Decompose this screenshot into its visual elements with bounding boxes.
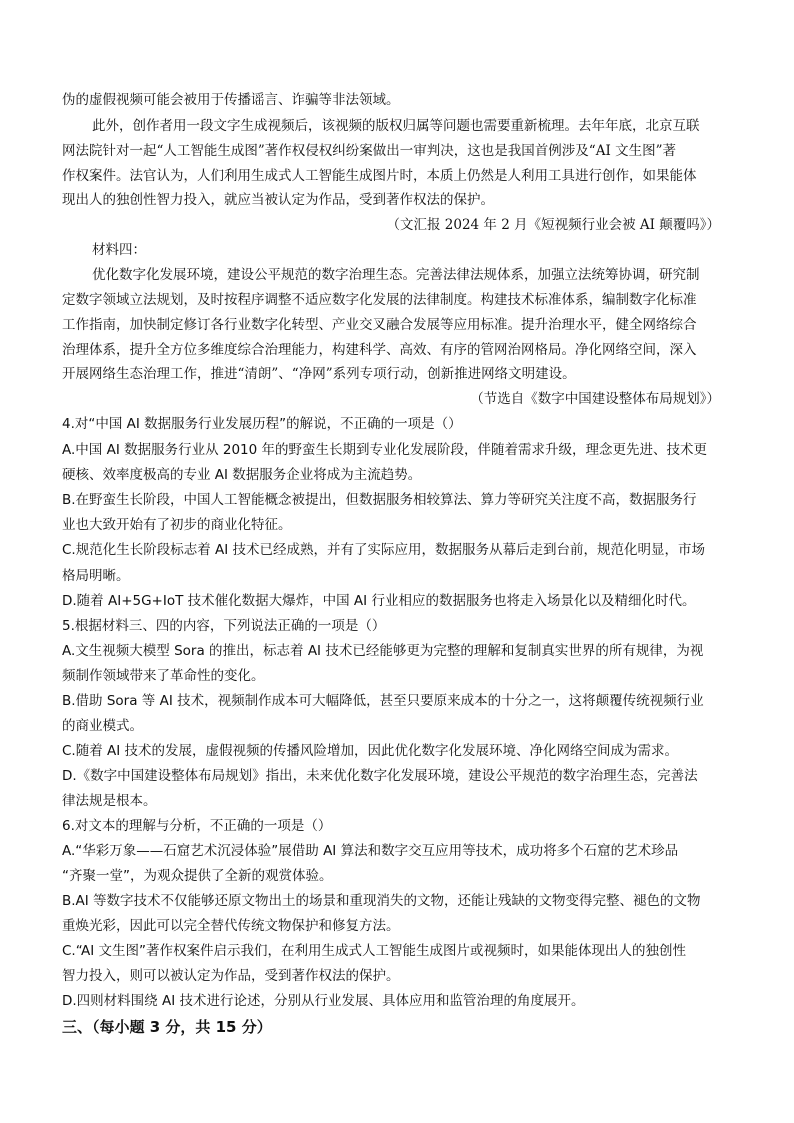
option-a-cont: 频制作领域带来了革命性的变化。 [62, 668, 265, 684]
option-a: A.中国 AI 数据服务行业从 2010 年的野蛮生长期到专业化发展阶段，伴随着需求升级，理念更先进、技术更 [62, 442, 708, 458]
material-text-line: 现出人的独创性智力投入，就应当被认定为作品，受到著作权法的保护。 [62, 192, 494, 208]
option-a: A.“华彩万象——石窟艺术沉浸体验”展借助 AI 算法和数字交互应用等技术，成功将多个石窟的艺术珍品 [62, 843, 679, 859]
option-b-cont: 的商业模式。 [62, 718, 143, 734]
option-d: D.随着 AI+5G+IoT 技术催化数据大爆炸，中国 AI 行业相应的数据服务也将走入场景化以及精细化时代。 [62, 593, 696, 609]
material-text-line: 优化数字化发展环境，建设公平规范的数字治理生态。完善法律法规体系，加强立法统筹协调，研究制 [92, 267, 700, 283]
option-d: D.四则材料围绕 AI 技术进行论述，分别从行业发展、具体应用和监管治理的角度展开。 [62, 993, 585, 1009]
material-four-label: 材料四： [92, 242, 146, 258]
option-b-cont: 重焕光彩，因此可以完全替代传统文物保护和修复方法。 [62, 918, 400, 934]
option-b-cont: 业也大致开始有了初步的商业化特征。 [62, 517, 292, 533]
option-d-cont: 律法规是根本。 [62, 793, 157, 809]
material-text-line: 此外，创作者用一段文字生成视频后，该视频的版权归属等问题也需要重新梳理。去年年底，北京互联 [92, 118, 700, 134]
material-text-line: 开展网络生态治理工作，推进“清朗”、“净网”系列专项行动，创新推进网络文明建设。 [62, 366, 576, 382]
source-citation: （节选自《数字中国建设整体布局规划》） [470, 391, 720, 407]
option-a-cont: “齐聚一堂”，为观众提供了全新的观赏体验。 [62, 868, 333, 884]
option-b: B.借助 Sora 等 AI 技术，视频制作成本可大幅降低，甚至只要原来成本的十分之一，这将颠覆传统视频行业 [62, 693, 704, 709]
material-text-line: 工作指南，加快制定修订各行业数字化转型、产业交叉融合发展等应用标准。提升治理水平，健全网络综合 [62, 317, 697, 333]
material-text-line: 治理体系，提升全方位多维度综合治理能力，构建科学、高效、有序的管网治网格局。净化网络空间，深入 [62, 342, 697, 358]
material-text-line: 定数字领域立法规划，及时按程序调整不适应数字化发展的法律制度。构建技术标准体系，编制数字化标准 [62, 292, 697, 308]
option-b: B.AI 等数字技术不仅能够还原文物出土的场景和重现消失的文物，还能让残缺的文物变得完整、褪色的文物 [62, 893, 701, 909]
option-c-cont: 格局明晰。 [62, 568, 130, 584]
option-c: C.“AI 文生图”著作权案件启示我们，在利用生成式人工智能生成图片或视频时，如果能体现出人的独创性 [62, 943, 686, 959]
material-text-line: 网法院针对一起“人工智能生成图”著作权侵权纠纷案做出一审判决，这也是我国首例涉及“AI 文生图”著 [62, 143, 676, 159]
option-c: C.规范化生长阶段标志着 AI 技术已经成熟，并有了实际应用，数据服务从幕后走到台前，规范化明显，市场 [62, 542, 706, 558]
question-stem: 5.根据材料三、四的内容，下列说法正确的一项是（） [62, 618, 386, 634]
question-stem: 6.对文本的理解与分析，不正确的一项是（） [62, 818, 332, 834]
option-a: A.文生视频大模型 Sora 的推出，标志着 AI 技术已经能够更为完整的理解和复制真实世界的所有规律，为视 [62, 643, 704, 659]
material-text-line: 伪的虚假视频可能会被用于传播谣言、诈骗等非法领域。 [62, 92, 400, 108]
option-a-cont: 硬核、效率度极高的专业 AI 数据服务企业将成为主流趋势。 [62, 467, 422, 483]
option-c: C.随着 AI 技术的发展，虚假视频的传播风险增加，因此优化数字化发展环境、净化网络空间成为需求。 [62, 743, 679, 759]
question-stem: 4.对“中国 AI 数据服务行业发展历程”的解说，不正确的一项是（） [62, 416, 462, 432]
option-c-cont: 智力投入，则可以被认定为作品，受到著作权法的保护。 [62, 968, 400, 984]
option-b: B.在野蛮生长阶段，中国人工智能概念被提出，但数据服务相较算法、算力等研究关注度不高，数据服务行 [62, 492, 697, 508]
material-text-line: 作权案件。法官认为，人们利用生成式人工智能生成图片时，本质上仍然是人利用工具进行创作，如果能体 [62, 168, 697, 184]
source-citation: （文汇报 2024 年 2 月《短视频行业会被 AI 颠覆吗》） [386, 217, 720, 233]
option-d: D.《数字中国建设整体布局规划》指出，未来优化数字化发展环境，建设公平规范的数字治理生态，完善法 [62, 768, 698, 784]
section-heading: 三、（每小题 3 分，共 15 分） [62, 1018, 272, 1036]
